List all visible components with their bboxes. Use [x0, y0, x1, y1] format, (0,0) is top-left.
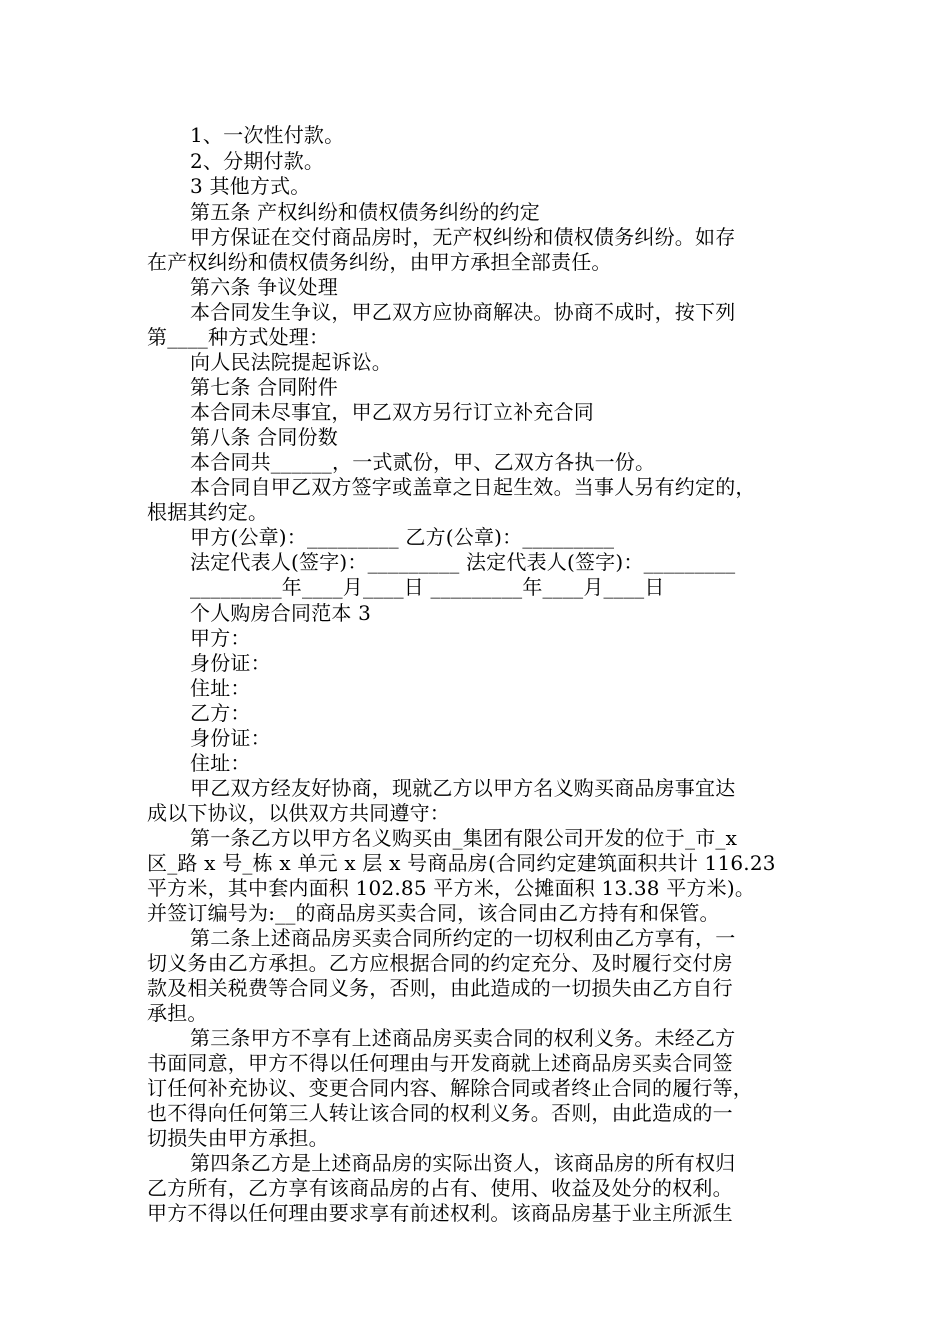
date-line: _________年____月____日 _________年____月____日: [190, 575, 665, 599]
paragraph-line: 款及相关税费等合同义务，否则，由此造成的一切损失由乙方自行: [147, 976, 733, 1000]
paragraph-line: 本合同共______，一式贰份，甲、乙双方各执一份。: [190, 450, 656, 474]
article-8-heading: 第八条 合同份数: [190, 425, 338, 449]
paragraph-line: 甲方保证在交付商品房时，无产权纠纷和债权债务纠纷。如存: [190, 225, 736, 249]
paragraph-line: 第____种方式处理：: [147, 325, 330, 349]
paragraph-line: 也不得向任何第三人转让该合同的权利义务。否则，由此造成的一: [147, 1101, 733, 1125]
paragraph-line: 本合同发生争议，甲乙双方应协商解决。协商不成时，按下列: [190, 300, 736, 324]
paragraph-line: 第三条甲方不享有上述商品房买卖合同的权利义务。未经乙方: [190, 1026, 736, 1050]
paragraph-line: 第四条乙方是上述商品房的实际出资人，该商品房的所有权归: [190, 1151, 736, 1175]
paragraph-line: 向人民法院提起诉讼。: [190, 350, 392, 374]
payment-option-3: 3 其他方式。: [190, 174, 311, 198]
paragraph-line: 根据其约定。: [147, 500, 269, 524]
paragraph-line: 甲乙双方经友好协商，现就乙方以甲方名义购买商品房事宜达: [190, 776, 736, 800]
paragraph-line: 平方米，其中套内面积 102.85 平方米，公摊面积 13.38 平方米)。: [147, 876, 756, 900]
party-a-id-label: 身份证：: [190, 651, 271, 675]
payment-option-2: 2、分期付款。: [190, 149, 325, 173]
article-5-heading: 第五条 产权纠纷和债权债务纠纷的约定: [190, 200, 540, 224]
party-a-address-label: 住址：: [190, 676, 251, 700]
party-b-address-label: 住址：: [190, 751, 251, 775]
paragraph-line: 并签订编号为:__的商品房买卖合同，该合同由乙方持有和保管。: [147, 901, 720, 925]
paragraph-line: 本合同自甲乙双方签字或盖章之日起生效。当事人另有约定的，: [190, 475, 756, 499]
representative-signature-line: 法定代表人(签字)：_________ 法定代表人(签字)：_________: [190, 550, 736, 574]
party-b-label: 乙方：: [190, 701, 251, 725]
paragraph-line: 切损失由甲方承担。: [147, 1126, 329, 1150]
paragraph-line: 切义务由乙方承担。乙方应根据合同的约定充分、及时履行交付房: [147, 951, 733, 975]
article-6-heading: 第六条 争议处理: [190, 275, 338, 299]
contract-title: 个人购房合同范本 3: [190, 601, 372, 625]
paragraph-line: 第二条上述商品房买卖合同所约定的一切权利由乙方享有，一: [190, 926, 736, 950]
paragraph-line: 在产权纠纷和债权债务纠纷，由甲方承担全部责任。: [147, 250, 612, 274]
paragraph-line: 乙方所有，乙方享有该商品房的占有、使用、收益及处分的权利。: [147, 1176, 733, 1200]
paragraph-line: 区_路 x 号_栋 x 单元 x 层 x 号商品房(合同约定建筑面积共计 116.23: [147, 851, 776, 875]
paragraph-line: 成以下协议，以供双方共同遵守：: [147, 801, 450, 825]
paragraph-line: 甲方不得以任何理由要求享有前述权利。该商品房基于业主所派生: [147, 1201, 733, 1225]
paragraph-line: 第一条乙方以甲方名义购买由_集团有限公司开发的位于_市_x: [190, 826, 738, 850]
paragraph-line: 订任何补充协议、变更合同内容、解除合同或者终止合同的履行等，: [147, 1076, 753, 1100]
party-b-id-label: 身份证：: [190, 726, 271, 750]
article-7-heading: 第七条 合同附件: [190, 375, 338, 399]
paragraph-line: 本合同未尽事宜，甲乙双方另行订立补充合同: [190, 400, 594, 424]
seal-signature-line: 甲方(公章)：_________ 乙方(公章)：_________: [190, 525, 615, 549]
payment-option-1: 1、一次性付款。: [190, 123, 345, 147]
paragraph-line: 书面同意，甲方不得以任何理由与开发商就上述商品房买卖合同签: [147, 1051, 733, 1075]
paragraph-line: 承担。: [147, 1001, 208, 1025]
party-a-label: 甲方：: [190, 626, 251, 650]
